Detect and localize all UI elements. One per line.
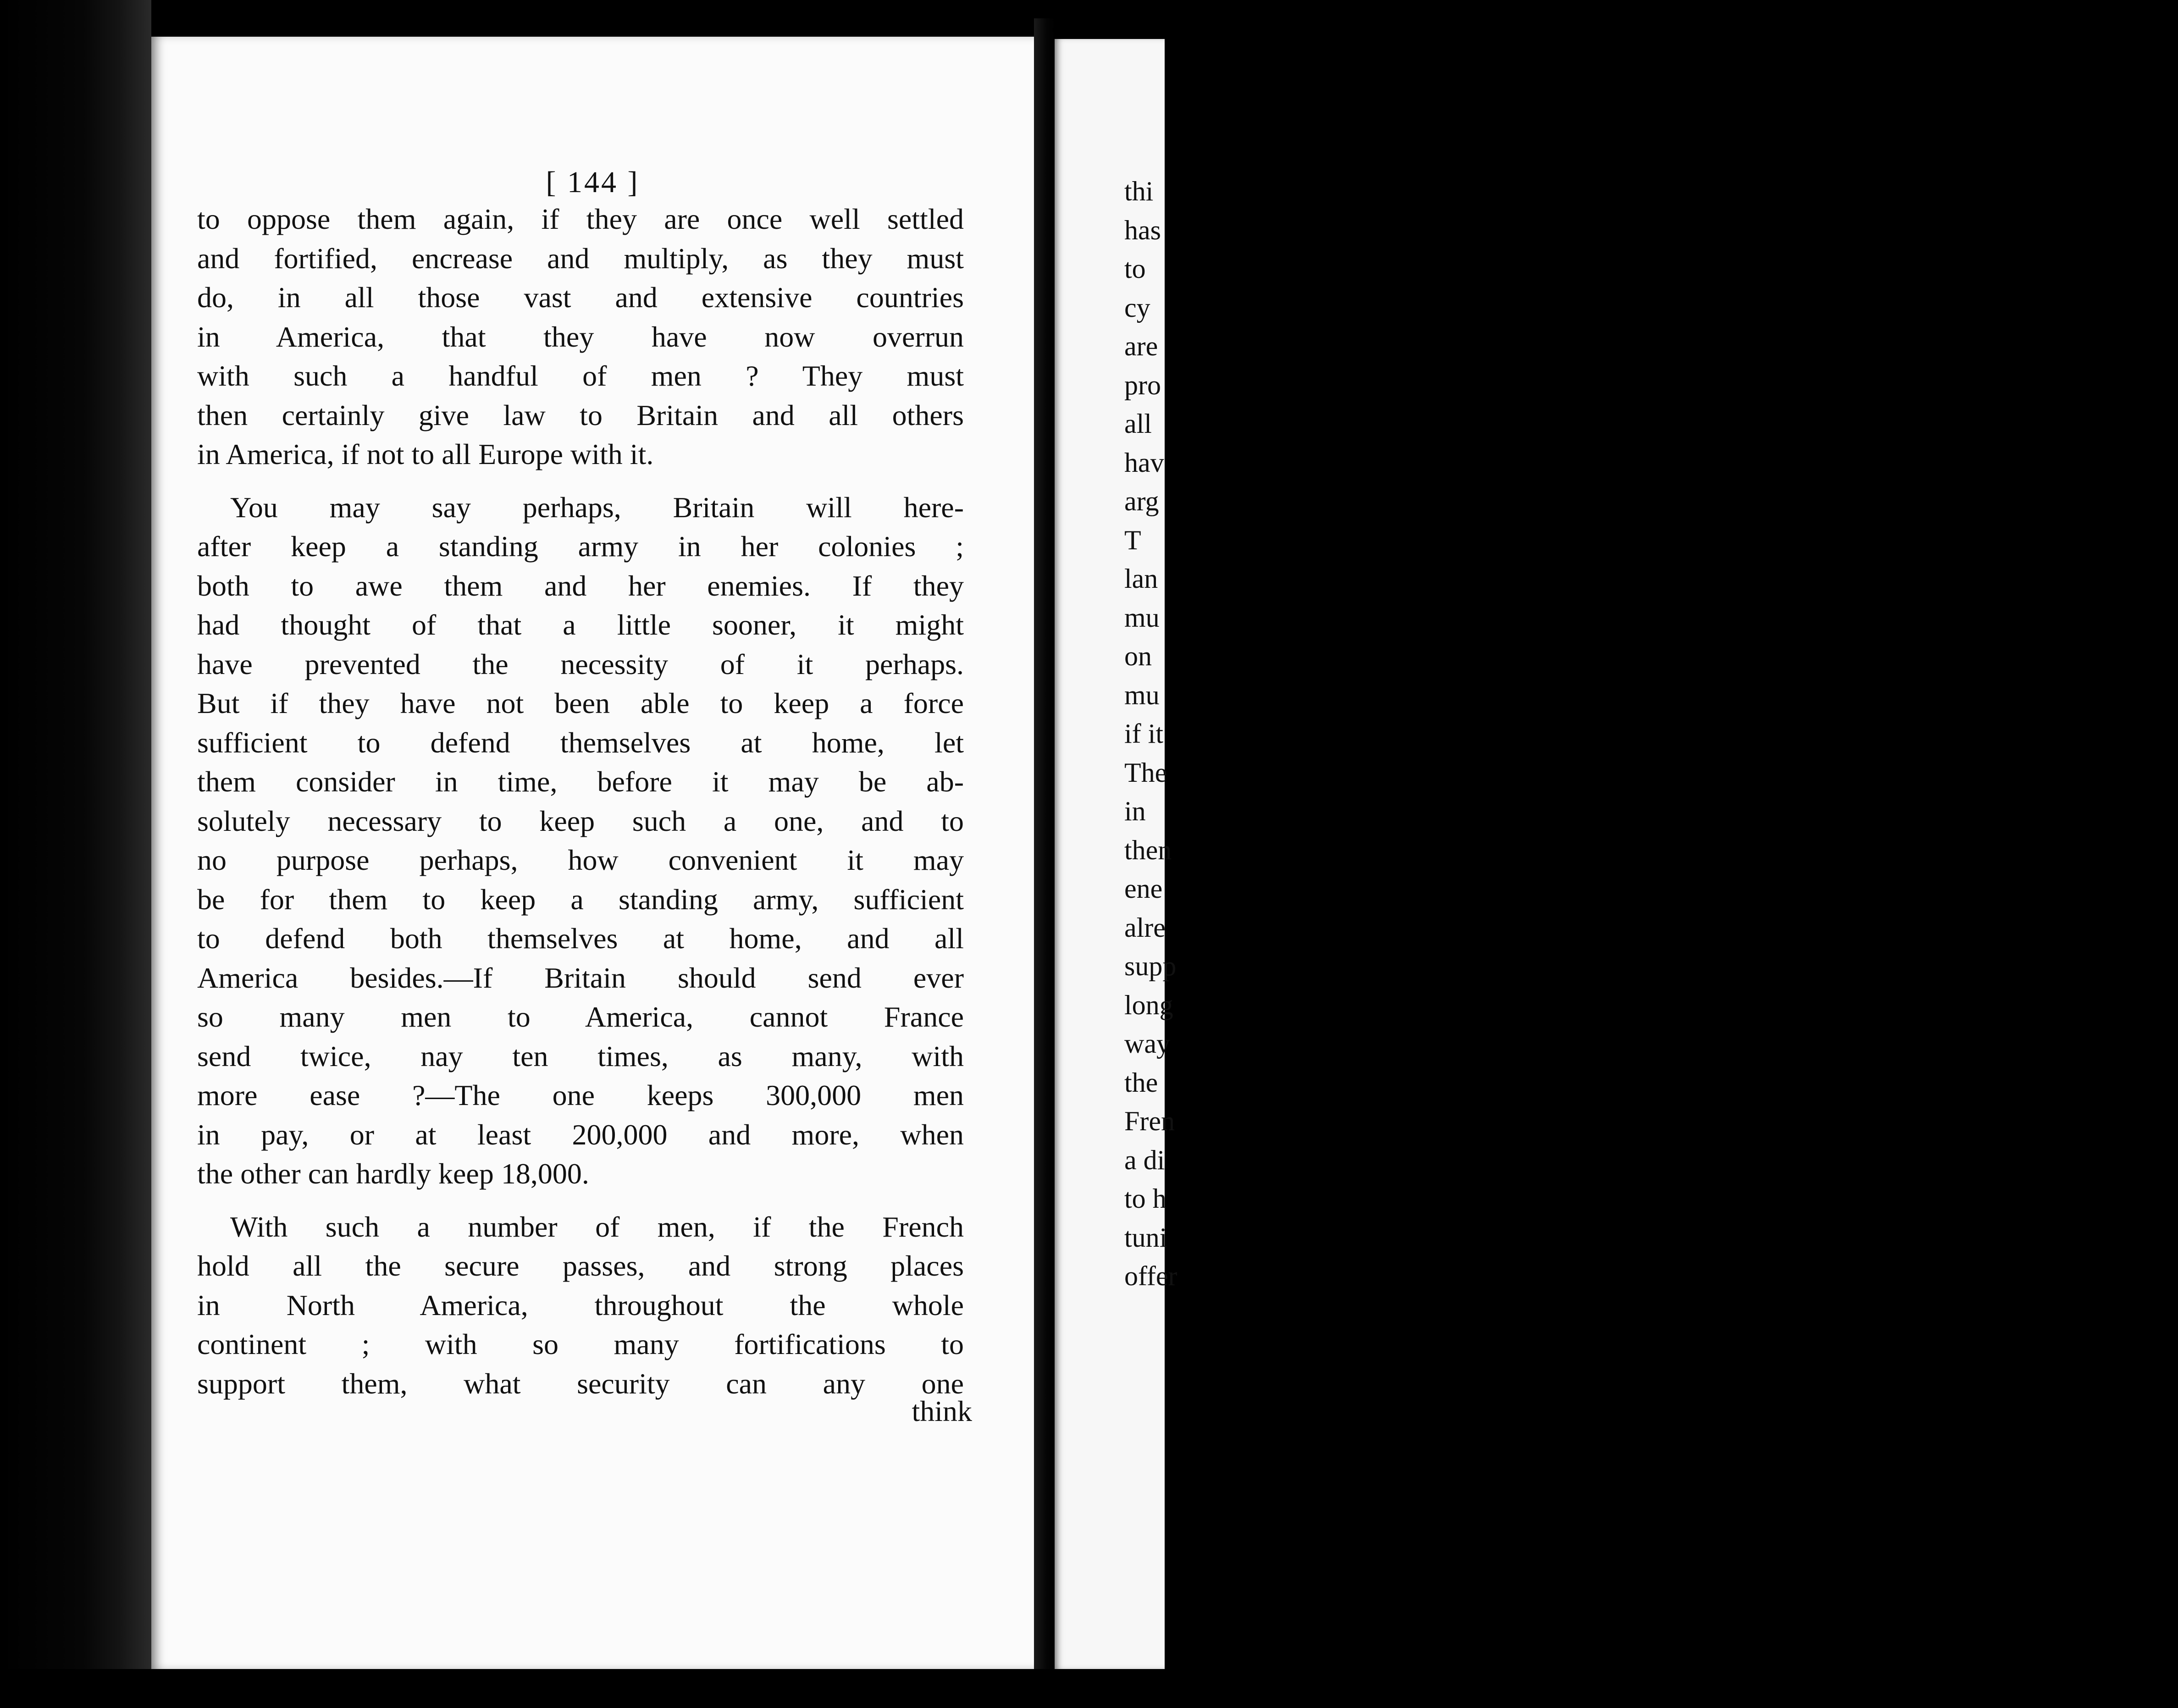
text-line: in America, if not to all Europe with it. (197, 438, 654, 470)
facing-page-line: in (1124, 796, 1146, 826)
facing-page-line: tuni (1124, 1222, 1167, 1253)
text-line: continent ; with so many fortifications to (197, 1328, 964, 1360)
text-line: with such a handful of men ? They must (197, 359, 964, 392)
facing-page-line: arg (1124, 486, 1159, 516)
facing-page-line: then (1124, 835, 1172, 865)
facing-page-line: way (1124, 1028, 1170, 1059)
text-line: solutely necessary to keep such a one, and to (197, 804, 964, 837)
facing-page-line: to h (1124, 1183, 1166, 1214)
body-text (197, 199, 964, 1403)
facing-page-line: long (1124, 989, 1173, 1020)
text-line: in pay, or at least 200,000 and more, when (197, 1118, 964, 1151)
text-line: after keep a standing army in her colonies ; (197, 530, 964, 563)
text-line: hold all the secure passes, and strong places (197, 1249, 964, 1282)
facing-page-text (1124, 172, 1177, 1296)
text-line: in North America, throughout the whole (197, 1288, 964, 1321)
text-line: sufficient to defend themselves at home, let (197, 726, 964, 759)
text-line: America besides.—If Britain should send ever (197, 961, 964, 994)
facing-page-shadow (2164, 78, 2178, 1708)
facing-page-line: hav (1124, 447, 1164, 478)
page-gutter-shadow (1034, 18, 1055, 1669)
facing-page-line: ene (1124, 873, 1163, 904)
facing-page-line: are (1124, 331, 1158, 361)
text-line: and fortified, encrease and multiply, as they must (197, 242, 964, 275)
catchword: think (912, 1395, 972, 1427)
facing-page-line: The (1124, 757, 1167, 788)
text-line: had thought of that a little sooner, it might (197, 608, 964, 641)
text-line: both to awe them and her enemies. If they (197, 569, 964, 602)
page-number: [ 144 ] (546, 166, 640, 199)
text-line: in America, that they have now overrun (197, 320, 964, 353)
facing-page-line: on (1124, 641, 1152, 671)
facing-page-line: has (1124, 215, 1161, 245)
facing-page-line: supp (1124, 951, 1177, 981)
facing-page-line: offer (1124, 1261, 1177, 1291)
text-line: be for them to keep a standing army, sufficient (197, 883, 964, 916)
paragraph-gap (197, 474, 964, 488)
text-line: support them, what security can any one (197, 1367, 964, 1400)
facing-page-line: Fren (1124, 1106, 1175, 1136)
facing-page-line: lan (1124, 564, 1158, 594)
text-line: them consider in time, before it may be ab- (197, 765, 964, 798)
facing-page-line: alre (1124, 912, 1166, 943)
text-line: With such a number of men, if the French (230, 1210, 964, 1243)
facing-page-line: T (1124, 525, 1141, 555)
text-line: send twice, nay ten times, as many, with (197, 1039, 964, 1072)
text-line: to defend both themselves at home, and all (197, 922, 964, 955)
text-line: no purpose perhaps, how convenient it may (197, 844, 964, 876)
facing-page-line: to (1124, 254, 1146, 284)
facing-page-line: thi (1124, 176, 1154, 206)
text-line: to oppose them again, if they are once well settled (197, 203, 964, 235)
facing-page-line: mu (1124, 680, 1160, 710)
text-line: the other can hardly keep 18,000. (197, 1157, 589, 1190)
text-line: But if they have not been able to keep a force (197, 687, 964, 719)
facing-page-line: if it (1124, 719, 1163, 749)
text-line: have prevented the necessity of it perhaps. (197, 647, 964, 680)
facing-page-line: mu (1124, 602, 1160, 633)
facing-page-line: pro (1124, 370, 1161, 400)
facing-page-line: the (1124, 1067, 1158, 1098)
facing-page-line: a di (1124, 1144, 1165, 1175)
text-line: more ease ?—The one keeps 300,000 men (197, 1079, 964, 1111)
facing-page-line: cy (1124, 292, 1150, 323)
text-line: then certainly give law to Britain and all others (197, 398, 964, 431)
paragraph-gap (197, 1194, 964, 1207)
text-line: do, in all those vast and extensive countries (197, 281, 964, 314)
scan-binding-edge (0, 0, 151, 1669)
text-line: so many men to America, cannot France (197, 1000, 964, 1033)
text-line: You may say perhaps, Britain will here- (230, 491, 964, 524)
facing-page-line: all (1124, 409, 1152, 439)
